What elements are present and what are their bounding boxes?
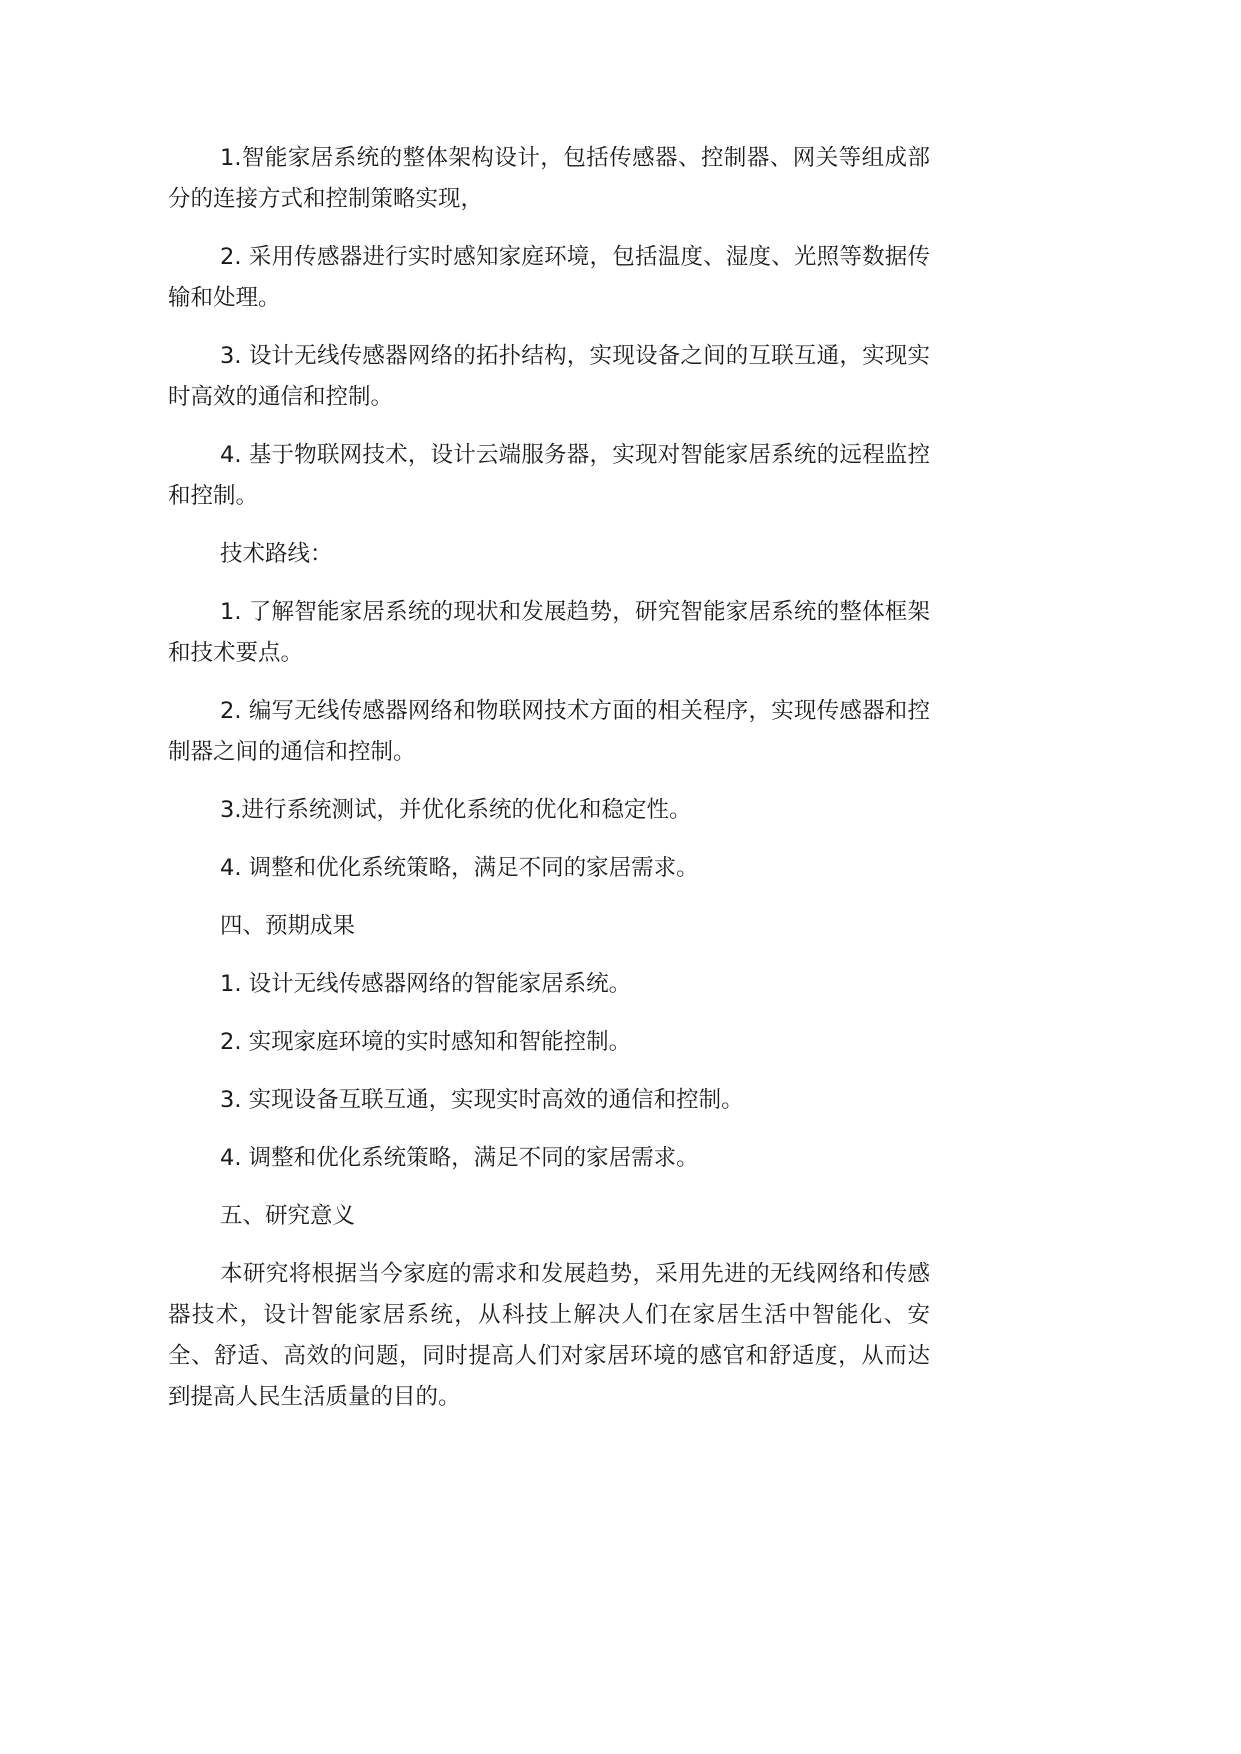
paragraph-network-topology: 3. 设计无线传感器网络的拓扑结构，实现设备之间的互联互通，实现实时高效的通信和控制。 bbox=[168, 343, 930, 410]
paragraph-result-1: 1. 设计无线传感器网络的智能家居系统。 bbox=[220, 971, 632, 997]
document-body bbox=[168, 138, 930, 1435]
paragraph-route-research: 1. 了解智能家居系统的现状和发展趋势，研究智能家居系统的整体框架和技术要点。 bbox=[168, 599, 930, 666]
paragraph-route-programming: 2. 编写无线传感器网络和物联网技术方面的相关程序，实现传感器和控制器之间的通信和控制。 bbox=[168, 698, 930, 765]
paragraph-result-4: 4. 调整和优化系统策略，满足不同的家居需求。 bbox=[220, 1145, 699, 1171]
paragraph-result-2: 2. 实现家庭环境的实时感知和智能控制。 bbox=[220, 1029, 632, 1055]
paragraph-route-testing: 3.进行系统测试，并优化系统的优化和稳定性。 bbox=[220, 797, 692, 823]
heading-expected-results: 四、预期成果 bbox=[220, 913, 356, 939]
heading-research-significance: 五、研究意义 bbox=[220, 1203, 356, 1229]
paragraph-sensor-sensing: 2. 采用传感器进行实时感知家庭环境，包括温度、湿度、光照等数据传输和处理。 bbox=[168, 244, 930, 311]
heading-technical-route: 技术路线： bbox=[220, 541, 333, 567]
paragraph-cloud-server: 4. 基于物联网技术，设计云端服务器，实现对智能家居系统的远程监控和控制。 bbox=[168, 442, 930, 509]
paragraph-result-3: 3. 实现设备互联互通，实现实时高效的通信和控制。 bbox=[220, 1087, 744, 1113]
paragraph-significance: 本研究将根据当今家庭的需求和发展趋势，采用先进的无线网络和传感器技术，设计智能家居系统，从科技上解决人们在家居生活中智能化、安全、舒适、高效的问题，同时提高人们对家居环境的感官和舒适度，从而达到提高人民生活质量的目的。 bbox=[168, 1261, 930, 1410]
paragraph-architecture-design: 1.智能家居系统的整体架构设计，包括传感器、控制器、网关等组成部分的连接方式和控制策略实现， bbox=[168, 145, 930, 212]
paragraph-route-optimization: 4. 调整和优化系统策略，满足不同的家居需求。 bbox=[220, 855, 699, 881]
